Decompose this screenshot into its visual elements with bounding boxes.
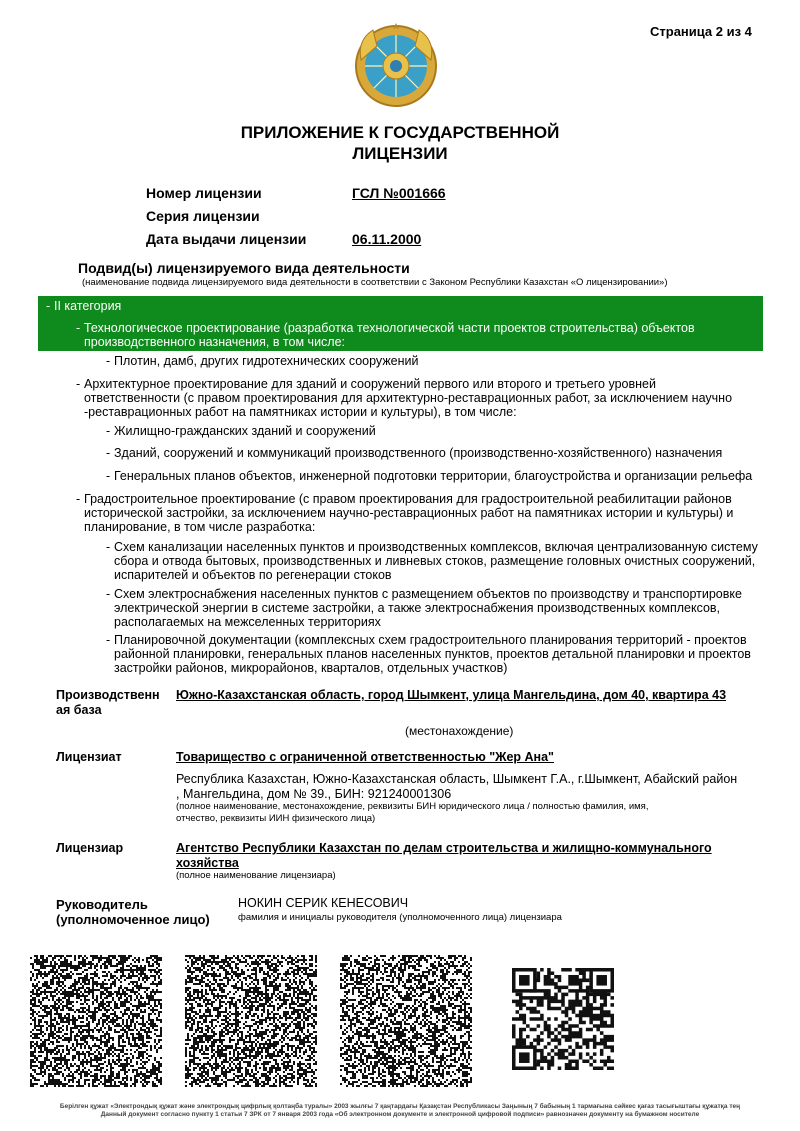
list-item-arch: - Архитектурное проектирование для зданий и сооружений первого или второго и третьего уровней ответственности (с правом проектирования для архитектурно-реставрационных работ, за исключением научно -реставрационных работ на памятниках истории и культуры), в том числе: [76,377,733,419]
category-item: - II категория [46,299,122,313]
licensee-note: (полное наименование, местонахождение, реквизиты БИН юридического лица / полностью фамилия, имя, отчество, реквизиты ИИН физического лица) [176,801,649,824]
licensee-label: Лицензиат [56,750,122,764]
license-date-label: Дата выдачи лицензии [146,231,307,247]
list-item-arch-sub2: - Зданий, сооружений и коммуникаций производственного (производственно-хозяйственного) назначения [106,446,723,460]
title-line-1: ПРИЛОЖЕНИЕ К ГОСУДАРСТВЕННОЙ [240,123,560,142]
list-item-arch-sub3: - Генеральных планов объектов, инженерной подготовки территории, благоустройства и организации рельефа [106,469,753,483]
title-line-2: ЛИЦЕНЗИИ [352,144,448,163]
page-number: Страница 2 из 4 [650,24,752,39]
list-item-urban-sub1: - Схем канализации населенных пунктов и производственных комплексов, включая централизованную систему сбора и отвода бытовых, производственных и ливневых стоков, размещение головных очистных сооружений, испарителей и объектов по регенерации стоков [106,540,758,582]
signature-qr-code-2 [185,955,317,1087]
list-item-tech-sub1: - Плотин, дамб, других гидротехнических сооружений [106,354,419,368]
signature-qr-code-3 [340,955,472,1087]
signature-qr-code-1 [30,955,162,1087]
list-item-arch-sub1: - Жилищно-гражданских зданий и сооружений [106,424,376,438]
list-item-urban: - Градостроительное проектирование (с правом проектирования для градостроительной реабилитации районов исторической застройки, за исключением научно-реставрационных работ на памятниках истории и культуры) и планирование, в том числе разработка: [76,492,734,534]
document-title [150,122,650,164]
subkind-note: (наименование подвида лицензируемого вида деятельности в соответствии с Законом Республики Казахстан «О лицензировании») [82,277,668,288]
licensee-name: Товарищество с ограниченной ответственностью "Жер Ана" [176,750,554,764]
license-number-value: ГСЛ №001666 [352,185,446,201]
head-name: НОКИН СЕРИК КЕНЕСОВИЧ [238,896,409,910]
verification-qr-code [512,968,614,1070]
list-item-urban-sub2: - Схем электроснабжения населенных пунктов с размещением объектов по производству и транспортировке электрической энергии в системе застройки, а также электроснабжения производственных комплексов, располагаемых на межселенных территориях [106,587,742,629]
licensor-name: Агентство Республики Казахстан по делам строительства и жилищно-коммунального хозяйства [176,841,712,870]
production-base-address: Южно-Казахстанская область, город Шымкент, улица Мангельдина, дом 40, квартира 43 [176,688,727,702]
footer-legal-note: Берілген құжат «Электрондық құжат және электрондық цифрлық қолтаңба туралы» 2003 жылғы 7 қаңтардағы Қазақстан Республикасы Заңының 7 бабының 1 тармағына сәйкес қағаз тасығыштағы құжатқа тең Данный документ согласно пункту 1 статьи 7 ЗРК от 7 января 2003 года «Об электронном документе и электронной цифровой подписи» равнозначен документу на бумажном носителе [59,1103,741,1118]
head-note: фамилия и инициалы руководителя (уполномоченного лица) лицензиара [238,912,562,923]
subkind-title: Подвид(ы) лицензируемого вида деятельности [78,260,410,276]
production-base-note: (местонахождение) [405,724,514,738]
license-date-value: 06.11.2000 [352,231,422,247]
licensor-label: Лицензиар [56,841,124,855]
tech-line-2: производственного назначения, в том числе: [84,335,346,349]
production-base-label: Производственн ая база [56,688,160,717]
license-series-label: Серия лицензии [146,208,260,224]
tech-line-1: Технологическое проектирование (разработка технологической части проектов строительства) объектов [84,321,695,335]
list-item-tech: - Технологическое проектирование (разработка технологической части проектов строительства) объектов производственного назначения, в том числе: [76,321,695,349]
licensor-note: (полное наименование лицензиара) [176,870,336,881]
state-emblem-icon [353,20,439,112]
licensee-address: Республика Казахстан, Южно-Казахстанская область, Шымкент Г.А., г.Шымкент, Абайский район , Мангельдина, дом № 39., БИН: 921240001306 [176,772,738,801]
list-item-urban-sub3: - Планировочной документации (комплексных схем градостроительного планирования территорий - проектов районной планировки, генеральных планов населенных пунктов, проектов детальной планировки и проектов застройки районов, микрорайонов, кварталов, отдельных участков) [106,633,751,675]
head-label: Руководитель (уполномоченное лицо) [56,897,210,927]
license-number-label: Номер лицензии [146,185,262,201]
